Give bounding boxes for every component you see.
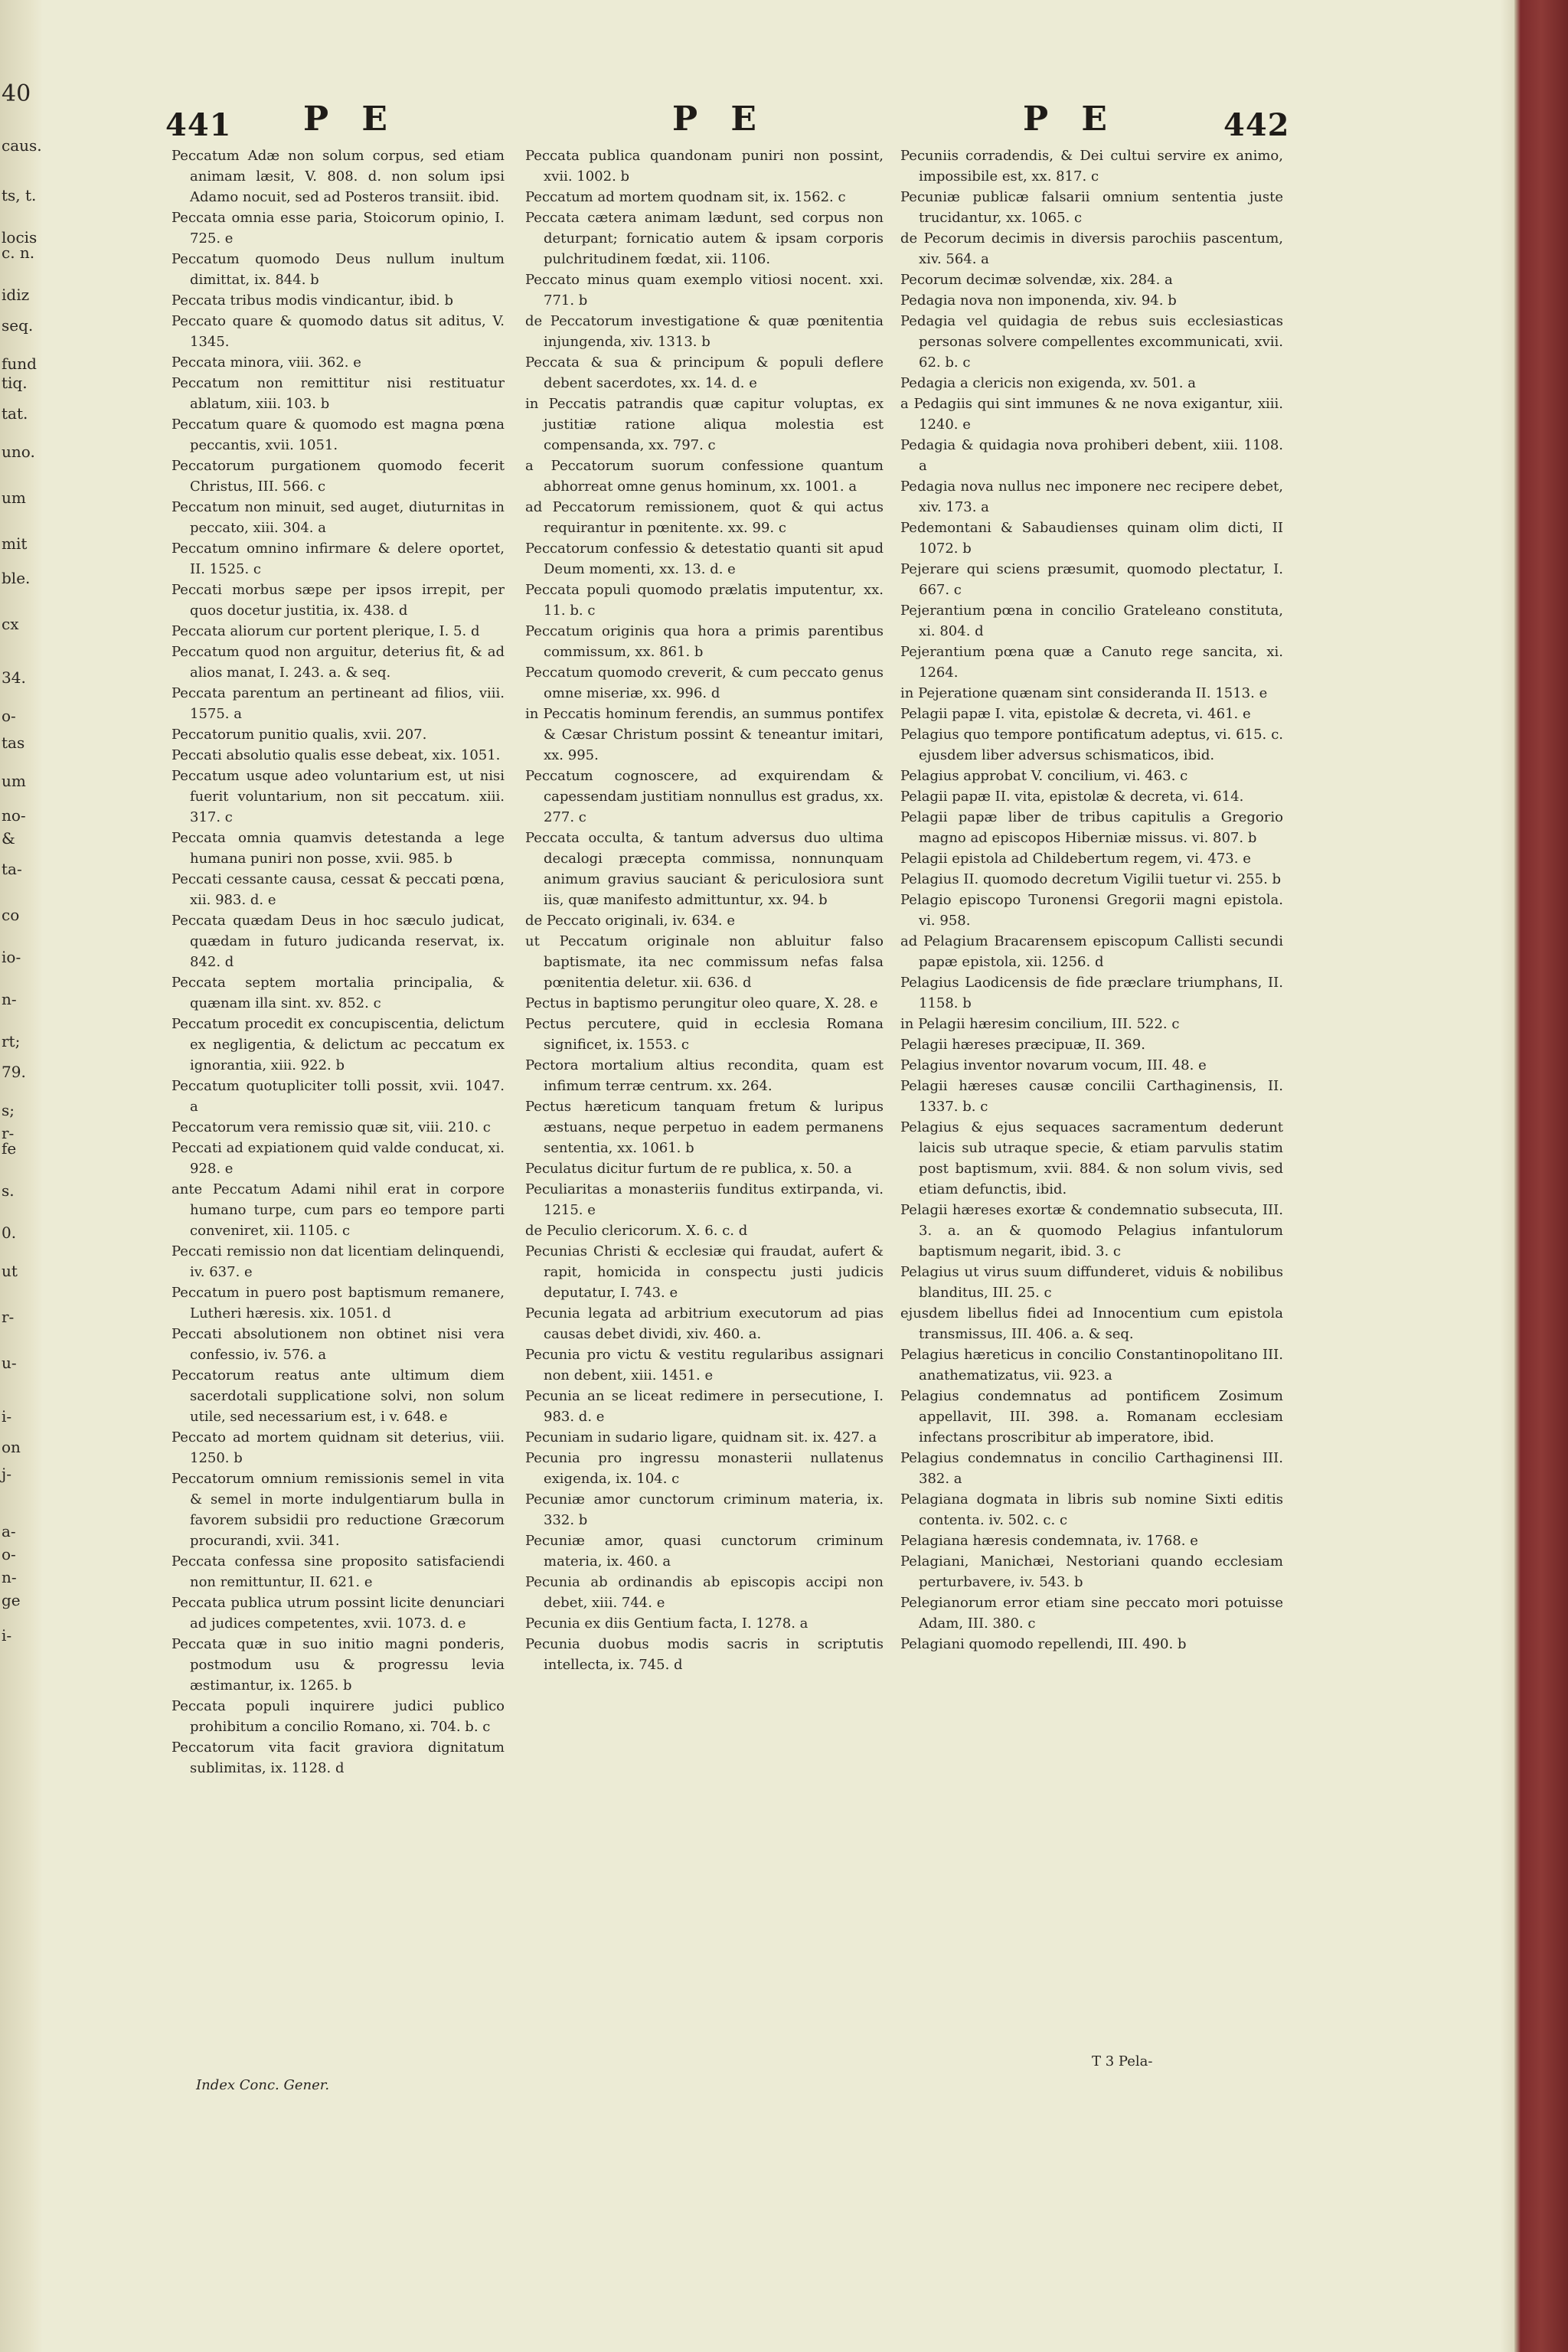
- index-entry: Peccata septem mortalia principalia, & quænam illa sint. xv. 852. c: [172, 975, 505, 1011]
- margin-fragment: tat.: [2, 404, 28, 423]
- index-entry: Pelagius approbat V. concilium, vi. 463. c: [900, 768, 1188, 784]
- index-entry: Peccati cessante causa, cessat & peccati pœna, xii. 983. d. e: [172, 871, 505, 908]
- index-entry: Pelagii papæ II. vita, epistolæ & decreta, vi. 614.: [900, 789, 1244, 805]
- page-number-left: 441: [165, 107, 232, 143]
- index-entry: Peccatum Adæ non solum corpus, sed etiam animam læsit, V. 808. d. non solum ipsi Adamo nocuit, sed ad Posteros transiit. ibid.: [172, 148, 505, 205]
- index-entry: Pedagia vel quidagia de rebus suis ecclesiasticas personas solvere compellentes excommunicati, xvii. 62. b. c: [900, 313, 1283, 371]
- index-entry: Pedagia a clericis non exigenda, xv. 501. a: [900, 375, 1196, 391]
- index-entry: Pelagii hæreses præcipuæ, II. 369.: [900, 1037, 1145, 1053]
- index-column-1: [172, 145, 505, 1779]
- index-entry: Pelagii hæreses exortæ & condemnatio subsecuta, III. 3. a. an & quomodo Pelagius infantulorum baptismum negarit, ibid. 3. c: [900, 1202, 1283, 1259]
- index-entry: Peccati absolutio qualis esse debeat, xix. 1051.: [172, 747, 501, 763]
- margin-fragment: n-: [2, 990, 17, 1008]
- margin-fragment: ut: [2, 1262, 18, 1280]
- index-entry: Peccati morbus sæpe per ipsos irrepit, per quos docetur justitia, ix. 438. d: [172, 582, 505, 619]
- index-entry: Peccati absolutionem non obtinet nisi vera confessio, iv. 576. a: [172, 1326, 505, 1363]
- index-entry: Pecuniis corradendis, & Dei cultui servire ex animo, impossibile est, xx. 817. c: [900, 148, 1283, 185]
- index-entry: Peccata quædam Deus in hoc sæculo judicat, quædam in futuro judicanda reservat, ix. 842. d: [172, 913, 505, 970]
- index-entry: Peccata & sua & principum & populi deflere debent sacerdotes, xx. 14. d. e: [525, 354, 884, 391]
- index-entry: Peccata publica utrum possint licite denunciari ad judices competentes, xvii. 1073. d. e: [172, 1595, 505, 1632]
- index-entry: Peccata parentum an pertineant ad filios, viii. 1575. a: [172, 685, 505, 722]
- index-column-3: [900, 145, 1283, 1655]
- book-cover-edge: [1514, 0, 1568, 2352]
- margin-fragment: caus.: [2, 136, 42, 155]
- index-entry: Pelagius condemnatus in concilio Carthaginensi III. 382. a: [900, 1450, 1283, 1487]
- index-entry: Peccatum omnino infirmare & delere oportet, II. 1525. c: [172, 541, 505, 577]
- index-entry: Pelagius Laodicensis de fide præclare triumphans, II. 1158. b: [900, 975, 1283, 1011]
- margin-fragment: c. n.: [2, 243, 35, 262]
- margin-fragment: i-: [2, 1626, 12, 1645]
- index-entry: Peccato minus quam exemplo vitiosi nocent. xxi. 771. b: [525, 272, 884, 309]
- index-entry: Peccatum non minuit, sed auget, diuturnitas in peccato, xiii. 304. a: [172, 499, 505, 536]
- signature-footer: Index Conc. Gener.: [196, 2077, 330, 2093]
- index-entry: de Pecorum decimis in diversis parochiis pascentum, xiv. 564. a: [900, 230, 1283, 267]
- index-entry: Peccatum usque adeo voluntarium est, ut nisi fuerit voluntarium, non sit peccatum. xiii. 317. c: [172, 768, 505, 825]
- index-entry: Peccati remissio non dat licentiam delinquendi, iv. 637. e: [172, 1243, 505, 1280]
- index-entry: Pecuniæ publicæ falsarii omnium sententia juste trucidantur, xx. 1065. c: [900, 189, 1283, 226]
- margin-fragment: a-: [2, 1522, 16, 1540]
- margin-fragment: 34.: [2, 668, 26, 687]
- index-entry: Peccata publica quandonam puniri non possint, xvii. 1002. b: [525, 148, 884, 185]
- margin-fragment: o-: [2, 1545, 16, 1563]
- index-entry: Peccata populi inquirere judici publico prohibitum a concilio Romano, xi. 704. b. c: [172, 1698, 505, 1735]
- index-entry: Pelagius & ejus sequaces sacramentum dederunt laicis sub utraque specie, & etiam parvulis statim post baptismum, xvii. 884. & non solum vivis, sed etiam defunctis, ibid.: [900, 1119, 1283, 1197]
- index-entry: Pelagii hæreses causæ concilii Carthaginensis, II. 1337. b. c: [900, 1078, 1283, 1115]
- index-entry: Pedagia nova non imponenda, xiv. 94. b: [900, 292, 1177, 309]
- index-entry: Peccatorum omnium remissionis semel in vita & semel in morte indulgentiarum bulla in favorem subsidii pro reductione Græcorum procurandi, xvii. 341.: [172, 1471, 505, 1549]
- index-entry: Peccata omnia quamvis detestanda a lege humana puniri non posse, xvii. 985. b: [172, 830, 505, 867]
- index-entry: Peccatum quomodo creverit, & cum peccato genus omne miseriæ, xx. 996. d: [525, 665, 884, 701]
- index-entry: Pelagii epistola ad Childebertum regem, vi. 473. e: [900, 851, 1251, 867]
- index-entry: Peculiaritas a monasteriis funditus extirpanda, vi. 1215. e: [525, 1181, 884, 1218]
- margin-fragment: u-: [2, 1354, 17, 1372]
- index-entry: a Peccatorum suorum confessione quantum abhorreat omne genus hominum, xx. 1001. a: [525, 458, 884, 495]
- index-entry: Peccatorum confessio & detestatio quanti sit apud Deum momenti, xx. 13. d. e: [525, 541, 884, 577]
- index-entry: Peccata populi quomodo prælatis imputentur, xx. 11. b. c: [525, 582, 884, 619]
- index-entry: Pectus percutere, quid in ecclesia Romana significet, ix. 1553. c: [525, 1016, 884, 1053]
- index-entry: Pecunias Christi & ecclesiæ qui fraudat, aufert & rapit, homicida in conspectu justi judicis deputatur, I. 743. e: [525, 1243, 884, 1301]
- index-entry: Peccato ad mortem quidnam sit deterius, viii. 1250. b: [172, 1429, 505, 1466]
- index-entry: Pecuniæ amor, quasi cunctorum criminum materia, ix. 460. a: [525, 1533, 884, 1570]
- catchword: T 3 Pela-: [1092, 2053, 1153, 2069]
- index-entry: Peccata tribus modis vindicantur, ibid. b: [172, 292, 453, 309]
- margin-fragment: locis: [2, 228, 38, 247]
- margin-fragment: cx: [2, 615, 19, 633]
- index-entry: ut Peccatum originale non abluitur falso baptismate, ita nec commissum nefas falsa pœnitentia deletur. xii. 636. d: [525, 933, 884, 991]
- margin-fragment: mit: [2, 534, 28, 553]
- index-entry: Pecunia pro ingressu monasterii nullatenus exigenda, ix. 104. c: [525, 1450, 884, 1487]
- index-entry: ad Pelagium Bracarensem episcopum Callisti secundi papæ epistola, xii. 1256. d: [900, 933, 1283, 970]
- index-entry: Peccatum non remittitur nisi restituatur ablatum, xiii. 103. b: [172, 375, 505, 412]
- index-entry: Peccata cætera animam lædunt, sed corpus non deturpant; fornicatio autem & ipsam corporis pulchritudinem fœdat, xii. 1106.: [525, 210, 884, 267]
- index-entry: Pelagiani, Manichæi, Nestoriani quando ecclesiam perturbavere, iv. 543. b: [900, 1553, 1283, 1590]
- index-entry: in Pejeratione quænam sint consideranda II. 1513. e: [900, 685, 1268, 701]
- index-entry: Pelagius inventor novarum vocum, III. 48. e: [900, 1057, 1207, 1073]
- margin-fragment: ge: [2, 1591, 21, 1609]
- index-entry: in Peccatis patrandis quæ capitur voluptas, ex justitiæ ratione aliqua molestia est compensanda, xx. 797. c: [525, 396, 884, 453]
- index-entry: Pelagii papæ liber de tribus capitulis a Gregorio magno ad episcopos Hiberniæ missus. vi. 807. b: [900, 809, 1283, 846]
- index-entry: Pejerantium pœna quæ a Canuto rege sancita, xi. 1264.: [900, 644, 1283, 681]
- margin-fragment: i-: [2, 1407, 12, 1426]
- margin-fragment: ble.: [2, 569, 31, 587]
- margin-fragment: fe: [2, 1139, 17, 1158]
- index-entry: ejusdem libellus fidei ad Innocentium cum epistola transmissus, III. 406. a. & seq.: [900, 1305, 1283, 1342]
- index-entry: Pelagio episcopo Turonensi Gregorii magni epistola. vi. 958.: [900, 892, 1283, 929]
- index-entry: Peccatorum punitio qualis, xvii. 207.: [172, 727, 427, 743]
- index-entry: Peccatorum purgationem quomodo fecerit Christus, III. 566. c: [172, 458, 505, 495]
- margin-fragment: s.: [2, 1181, 15, 1200]
- margin-fragment: ts, t.: [2, 186, 37, 204]
- margin-fragment: io-: [2, 948, 21, 966]
- index-entry: Peculatus dicitur furtum de re publica, x. 50. a: [525, 1161, 852, 1177]
- index-entry: Pecunia an se liceat redimere in persecutione, I. 983. d. e: [525, 1388, 884, 1425]
- index-entry: Pelagius ut virus suum diffunderet, viduis & nobilibus blanditus, III. 25. c: [900, 1264, 1283, 1301]
- page-number-right: 442: [1223, 107, 1290, 143]
- index-entry: Pelagiani quomodo repellendi, III. 490. b: [900, 1636, 1187, 1652]
- previous-page-edge: [0, 0, 43, 2352]
- index-entry: in Peccatis hominum ferendis, an summus pontifex & Cæsar Christum possint & teneantur imitari, xx. 995.: [525, 706, 884, 763]
- index-entry: Pedagia & quidagia nova prohiberi debent, xiii. 1108. a: [900, 437, 1283, 474]
- margin-fragment: tiq.: [2, 374, 28, 392]
- margin-fragment: idiz: [2, 286, 30, 304]
- index-entry: Peccata omnia esse paria, Stoicorum opinio, I. 725. e: [172, 210, 505, 247]
- index-entry: Peccatum originis qua hora a primis parentibus commissum, xx. 861. b: [525, 623, 884, 660]
- index-entry: Peccatum quomodo Deus nullum inultum dimittat, ix. 844. b: [172, 251, 505, 288]
- index-entry: Peccata quæ in suo initio magni ponderis, postmodum usu & progressu levia æstimantur, ix. 1265. b: [172, 1636, 505, 1694]
- index-entry: Pectus in baptismo perungitur oleo quare, X. 28. e: [525, 995, 878, 1011]
- margin-fragment: 79.: [2, 1063, 26, 1081]
- margin-fragment: fund: [2, 354, 37, 373]
- running-head-center: P E: [672, 100, 767, 139]
- margin-fragment: r-: [2, 1308, 15, 1326]
- margin-fragment: seq.: [2, 316, 34, 335]
- index-entry: de Peccatorum investigatione & quæ pœnitentia injungenda, xiv. 1313. b: [525, 313, 884, 350]
- index-entry: Peccata aliorum cur portent plerique, I. 5. d: [172, 623, 480, 639]
- margin-fragment: 40: [2, 80, 31, 107]
- index-entry: a Pedagiis qui sint immunes & ne nova exigantur, xiii. 1240. e: [900, 396, 1283, 433]
- index-entry: Peccatorum reatus ante ultimum diem sacerdotali supplicatione solvi, non solum utile, sed necessarium est, i v. 648. e: [172, 1367, 505, 1425]
- index-entry: Peccatum quod non arguitur, deterius fit, & ad alios manat, I. 243. a. & seq.: [172, 644, 505, 681]
- index-entry: Pelagii papæ I. vita, epistolæ & decreta, vi. 461. e: [900, 706, 1251, 722]
- margin-fragment: &: [2, 829, 15, 848]
- index-entry: Pecuniæ amor cunctorum criminum materia, ix. 332. b: [525, 1491, 884, 1528]
- index-entry: Pecunia legata ad arbitrium executorum ad pias causas debet dividi, xiv. 460. a.: [525, 1305, 884, 1342]
- margin-fragment: o-: [2, 707, 16, 725]
- margin-fragment: n-: [2, 1568, 17, 1586]
- index-entry: Peccatum procedit ex concupiscentia, delictum ex negligentia, & delictum ac peccatum ex ignorantia, xiii. 922. b: [172, 1016, 505, 1073]
- index-entry: Pectus hæreticum tanquam fretum & luripus æstuans, neque perpetuo in eadem permanens sententia, xx. 1061. b: [525, 1099, 884, 1156]
- index-entry: Peccatum quare & quomodo est magna pœna peccantis, xvii. 1051.: [172, 416, 505, 453]
- index-entry: Pelagius II. quomodo decretum Vigilii tuetur vi. 255. b: [900, 871, 1282, 887]
- index-entry: Pecunia pro victu & vestitu regularibus assignari non debent, xiii. 1451. e: [525, 1347, 884, 1383]
- index-column-2: [525, 145, 884, 1675]
- index-entry: Pecunia ab ordinandis ab episcopis accipi non debet, xiii. 744. e: [525, 1574, 884, 1611]
- index-entry: de Peculio clericorum. X. 6. c. d: [525, 1223, 748, 1239]
- margin-fragment: r-: [2, 1124, 15, 1142]
- index-entry: Pecunia duobus modis sacris in scriptutis intellecta, ix. 745. d: [525, 1636, 884, 1673]
- page-gutter-shadow: [1501, 0, 1516, 2352]
- margin-fragment: um: [2, 772, 26, 790]
- margin-fragment: 0.: [2, 1223, 17, 1242]
- margin-fragment: on: [2, 1438, 21, 1456]
- index-entry: Pectora mortalium altius recondita, quam est infimum terræ centrum. xx. 264.: [525, 1057, 884, 1094]
- index-entry: Peccatorum vera remissio quæ sit, viii. 210. c: [172, 1119, 491, 1135]
- index-entry: ad Peccatorum remissionem, quot & qui actus requirantur in pœnitente. xx. 99. c: [525, 499, 884, 536]
- index-entry: Peccatum cognoscere, ad exquirendam & capessendam justitiam nonnullus est gradus, xx. 277. c: [525, 768, 884, 825]
- index-entry: Peccatum quotupliciter tolli possit, xvii. 1047. a: [172, 1078, 505, 1115]
- index-entry: in Pelagii hæresim concilium, III. 522. c: [900, 1016, 1180, 1032]
- running-head-right: P E: [1023, 100, 1118, 139]
- margin-fragment: co: [2, 906, 20, 924]
- index-entry: Peccata occulta, & tantum adversus duo ultima decalogi præcepta commissa, nonnunquam animum gravius sauciant & periculosiora sunt iis, quæ manifesto admittuntur, xx. 94. b: [525, 830, 884, 908]
- index-entry: Pedagia nova nullus nec imponere nec recipere debet, xiv. 173. a: [900, 479, 1283, 515]
- margin-fragment: ta-: [2, 860, 22, 878]
- index-entry: Pecunia ex diis Gentium facta, I. 1278. a: [525, 1615, 808, 1632]
- index-entry: Pelagius quo tempore pontificatum adeptus, vi. 615. c. ejusdem liber adversus schismaticos, ibid.: [900, 727, 1283, 763]
- index-entry: ante Peccatum Adami nihil erat in corpore humano turpe, cum pars eo tempore parti conveniret, xii. 1105. c: [172, 1181, 505, 1239]
- running-head-left: P E: [303, 100, 398, 139]
- index-entry: Pelagiana dogmata in libris sub nomine Sixti editis contenta. iv. 502. c. c: [900, 1491, 1283, 1528]
- index-entry: Peccatum in puero post baptismum remanere, Lutheri hæresis. xix. 1051. d: [172, 1285, 505, 1321]
- index-entry: Pelagius hæreticus in concilio Constantinopolitano III. anathematizatus, vii. 923. a: [900, 1347, 1283, 1383]
- margin-fragment: s;: [2, 1101, 15, 1119]
- index-entry: Peccato quare & quomodo datus sit aditus, V. 1345.: [172, 313, 505, 350]
- margin-fragment: uno.: [2, 443, 35, 461]
- index-entry: Peccata confessa sine proposito satisfaciendi non remittuntur, II. 621. e: [172, 1553, 505, 1590]
- margin-fragment: rt;: [2, 1032, 21, 1050]
- index-entry: Pejerare qui sciens præsumit, quomodo plectatur, I. 667. c: [900, 561, 1283, 598]
- index-entry: Pejerantium pœna in concilio Grateleano constituta, xi. 804. d: [900, 603, 1283, 639]
- margin-fragment: um: [2, 488, 26, 507]
- margin-fragment: no-: [2, 806, 26, 825]
- index-entry: Peccatorum vita facit graviora dignitatum sublimitas, ix. 1128. d: [172, 1740, 505, 1776]
- index-entry: de Peccato originali, iv. 634. e: [525, 913, 735, 929]
- index-entry: Pecorum decimæ solvendæ, xix. 284. a: [900, 272, 1173, 288]
- index-entry: Peccati ad expiationem quid valde conducat, xi. 928. e: [172, 1140, 505, 1177]
- margin-fragment: j-: [2, 1465, 11, 1483]
- index-entry: Pecuniam in sudario ligare, quidnam sit. ix. 427. a: [525, 1429, 877, 1446]
- index-entry: Pelagius condemnatus ad pontificem Zosimum appellavit, III. 398. a. Romanam ecclesiam infectans proscribitur ab imperatore, ibid.: [900, 1388, 1283, 1446]
- index-entry: Pedemontani & Sabaudienses quinam olim dicti, II 1072. b: [900, 520, 1283, 557]
- margin-fragment: tas: [2, 733, 25, 752]
- index-entry: Pelagiana hæresis condemnata, iv. 1768. e: [900, 1533, 1198, 1549]
- index-entry: Pelegianorum error etiam sine peccato mori potuisse Adam, III. 380. c: [900, 1595, 1283, 1632]
- index-entry: Peccatum ad mortem quodnam sit, ix. 1562. c: [525, 189, 846, 205]
- index-entry: Peccata minora, viii. 362. e: [172, 354, 361, 371]
